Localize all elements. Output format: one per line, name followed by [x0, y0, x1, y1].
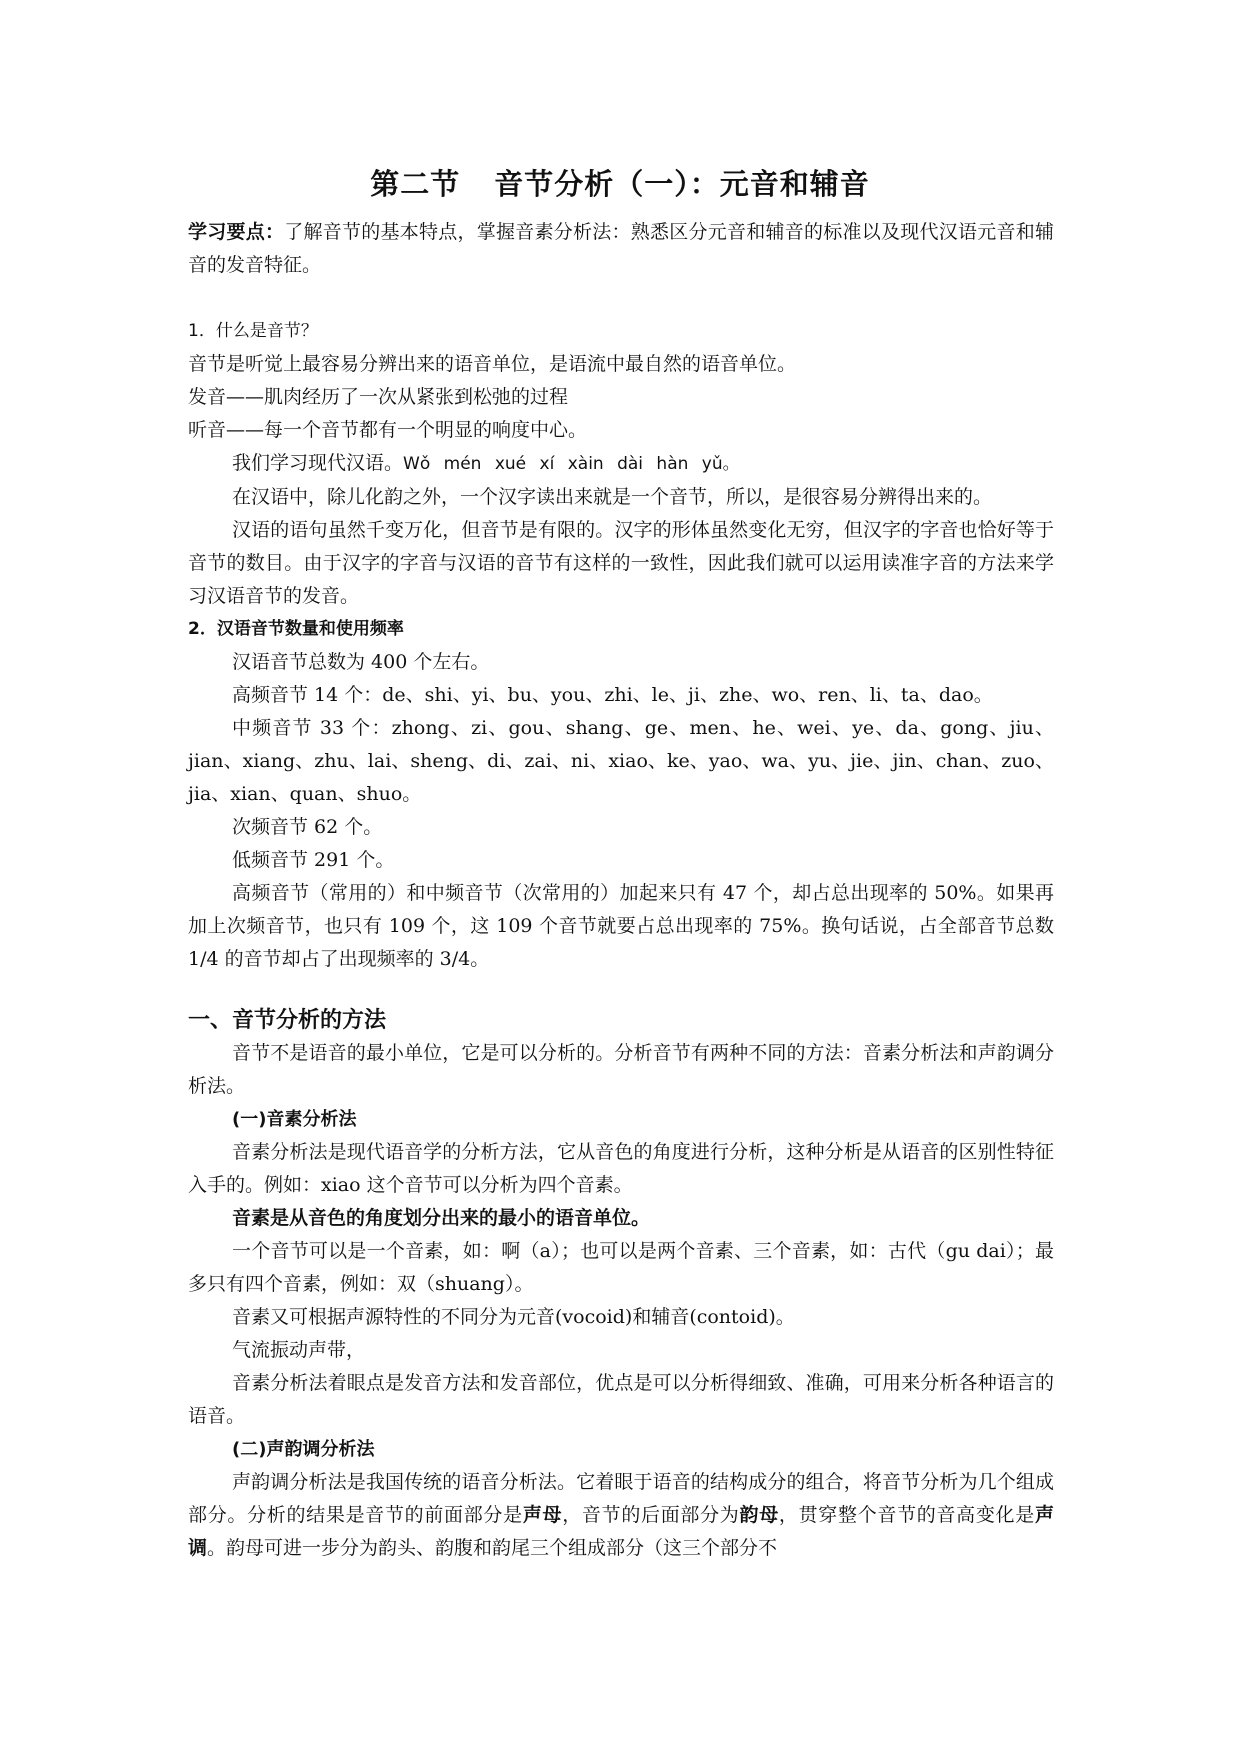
- paragraph: 低频音节 291 个。: [232, 849, 395, 871]
- heading-what-is-syllable: 1．什么是音节？: [188, 321, 318, 341]
- paragraph: 气流振动声带，: [232, 1339, 366, 1361]
- page-title: 第二节 音节分析（一）：元音和辅音: [370, 167, 870, 201]
- heading-syllable-frequency: 2．汉语音节数量和使用频率: [188, 619, 404, 639]
- example-sentence: 我们学习现代汉语。Wǒ mén xué xí xàin dài hàn yǔ。: [232, 452, 740, 474]
- paragraph: 音节不是语音的最小单位，它是可以分析的。分析音节有两种不同的方法：音素分析法和声韵调分析法。: [188, 1042, 1054, 1097]
- section-heading-methods: 一、音节分析的方法: [188, 1008, 387, 1033]
- paragraph: 一个音节可以是一个音素，如：啊（a）；也可以是两个音素、三个音素，如：古代（gu dai）；最多只有四个音素，例如：双（shuang）。: [188, 1240, 1054, 1295]
- document-body: [188, 216, 1054, 1565]
- study-points: 学习要点：了解音节的基本特点，掌握音素分析法：熟悉区分元音和辅音的标准以及现代汉语元音和辅音的发音特征。: [188, 221, 1054, 276]
- paragraph: 汉语的语句虽然千变万化，但音节是有限的。汉字的形体虽然变化无穷，但汉字的字音也恰好等于音节的数目。由于汉字的字音与汉语的音节有这样的一致性，因此我们就可以运用读准字音的方法来学习汉语音节的发音。: [188, 519, 1054, 607]
- paragraph: 次频音节 62 个。: [232, 816, 383, 838]
- paragraph: 在汉语中，除儿化韵之外，一个汉字读出来就是一个音节，所以，是很容易分辨得出来的。: [232, 486, 993, 508]
- paragraph: 音素分析法是现代语音学的分析方法，它从音色的角度进行分析，这种分析是从语音的区别性特征入手的。例如：xiao 这个音节可以分析为四个音素。: [188, 1141, 1054, 1196]
- paragraph: 音素又可根据声源特性的不同分为元音(vocoid)和辅音(contoid)。: [232, 1306, 795, 1328]
- paragraph: 听音——每一个音节都有一个明显的响度中心。: [188, 419, 588, 441]
- paragraph: 声韵调分析法是我国传统的语音分析法。它着眼于语音的结构成分的组合，将音节分析为几个组成部分。分析的结果是音节的前面部分是声母，音节的后面部分为韵母，贯穿整个音节的音高变化是声调。韵母可进一步分为韵头、韵腹和韵尾三个组成部分（这三个部分不: [188, 1471, 1054, 1559]
- paragraph: 发音——肌肉经历了一次从紧张到松弛的过程: [188, 386, 569, 408]
- mid-frequency-list: 中频音节 33 个：zhong、zi、gou、shang、ge、men、he、wei、ye、da、gong、jiu、jian、xiang、zhu、lai、sheng、di、zai、ni、xiao、ke、yao、wa、yu、jie、jin、chan、zuo、jia、xian、quan、shuo。: [188, 717, 1054, 805]
- phoneme-definition: 音素是从音色的角度划分出来的最小的语音单位。: [232, 1207, 651, 1229]
- high-frequency-list: 高频音节 14 个：de、shi、yi、bu、you、zhi、le、ji、zhe、wo、ren、li、ta、dao。: [232, 684, 993, 706]
- paragraph: 音节是听觉上最容易分辨出来的语音单位，是语流中最自然的语音单位。: [188, 353, 797, 375]
- subheading-initial-final-tone: (二)声韵调分析法: [232, 1439, 375, 1460]
- subheading-phoneme-analysis: (一)音素分析法: [232, 1109, 357, 1130]
- paragraph: 高频音节（常用的）和中频音节（次常用的）加起来只有 47 个，却占总出现率的 50%。如果再加上次频音节，也只有 109 个，这 109 个音节就要占总出现率的 75%。换句话说，占全部音节总数 1/4 的音节却占了出现频率的 3/4。: [188, 882, 1054, 970]
- paragraph: 汉语音节总数为 400 个左右。: [232, 651, 490, 673]
- paragraph: 音素分析法着眼点是发音方法和发音部位，优点是可以分析得细致、准确，可用来分析各种语言的语音。: [188, 1372, 1054, 1427]
